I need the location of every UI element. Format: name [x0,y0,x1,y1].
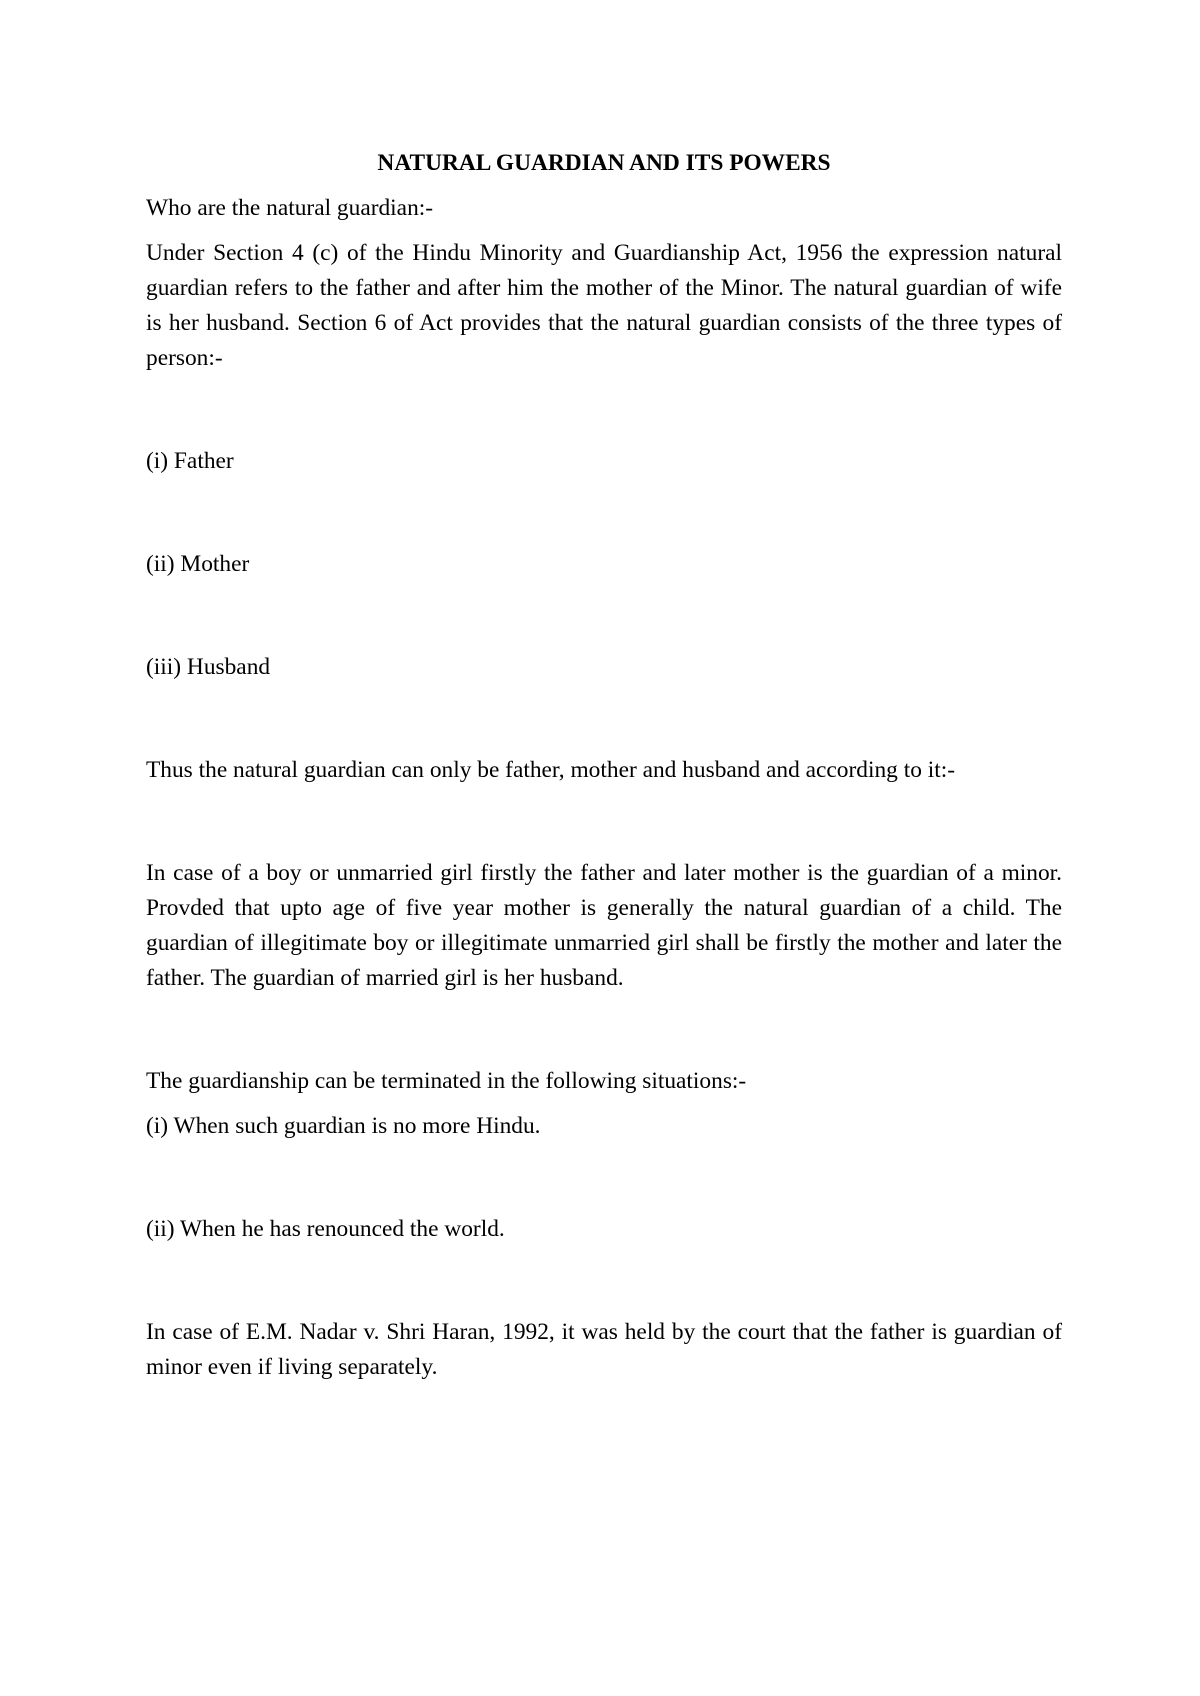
case-paragraph: In case of a boy or unmarried girl firstly the father and later mother is the guardian of a minor. Provded that upto age of five year mother is generally the natural guardian of a child. The guardian of illegitimate boy or illegitimate unmarried girl shall be firstly the mother and later the father. The guardian of married girl is her husband. [146,860,1062,991]
document-title: NATURAL GUARDIAN AND ITS POWERS [377,150,831,176]
intro-paragraph: Under Section 4 (c) of the Hindu Minority and Guardianship Act, 1956 the expression natural guardian refers to the father and after him the mother of the Minor. The natural guardian of wife is her husband. Section 6 of Act provides that the natural guardian consists of the three types of person:- [146,240,1062,371]
heading-question: Who are the natural guardian:- [146,195,434,221]
termination-intro: The guardianship can be terminated in the following situations:- [146,1068,747,1094]
type-item-father: (i) Father [146,448,234,474]
thus-paragraph: Thus the natural guardian can only be father, mother and husband and according to it:- [146,757,956,783]
termination-item-2: (ii) When he has renounced the world. [146,1216,505,1242]
case-law-paragraph: In case of E.M. Nadar v. Shri Haran, 1992, it was held by the court that the father is guardian of minor even if living separately. [146,1319,1062,1380]
termination-item-1: (i) When such guardian is no more Hindu. [146,1113,541,1139]
document-body [146,146,1062,1385]
type-item-mother: (ii) Mother [146,551,250,577]
type-item-husband: (iii) Husband [146,654,271,680]
